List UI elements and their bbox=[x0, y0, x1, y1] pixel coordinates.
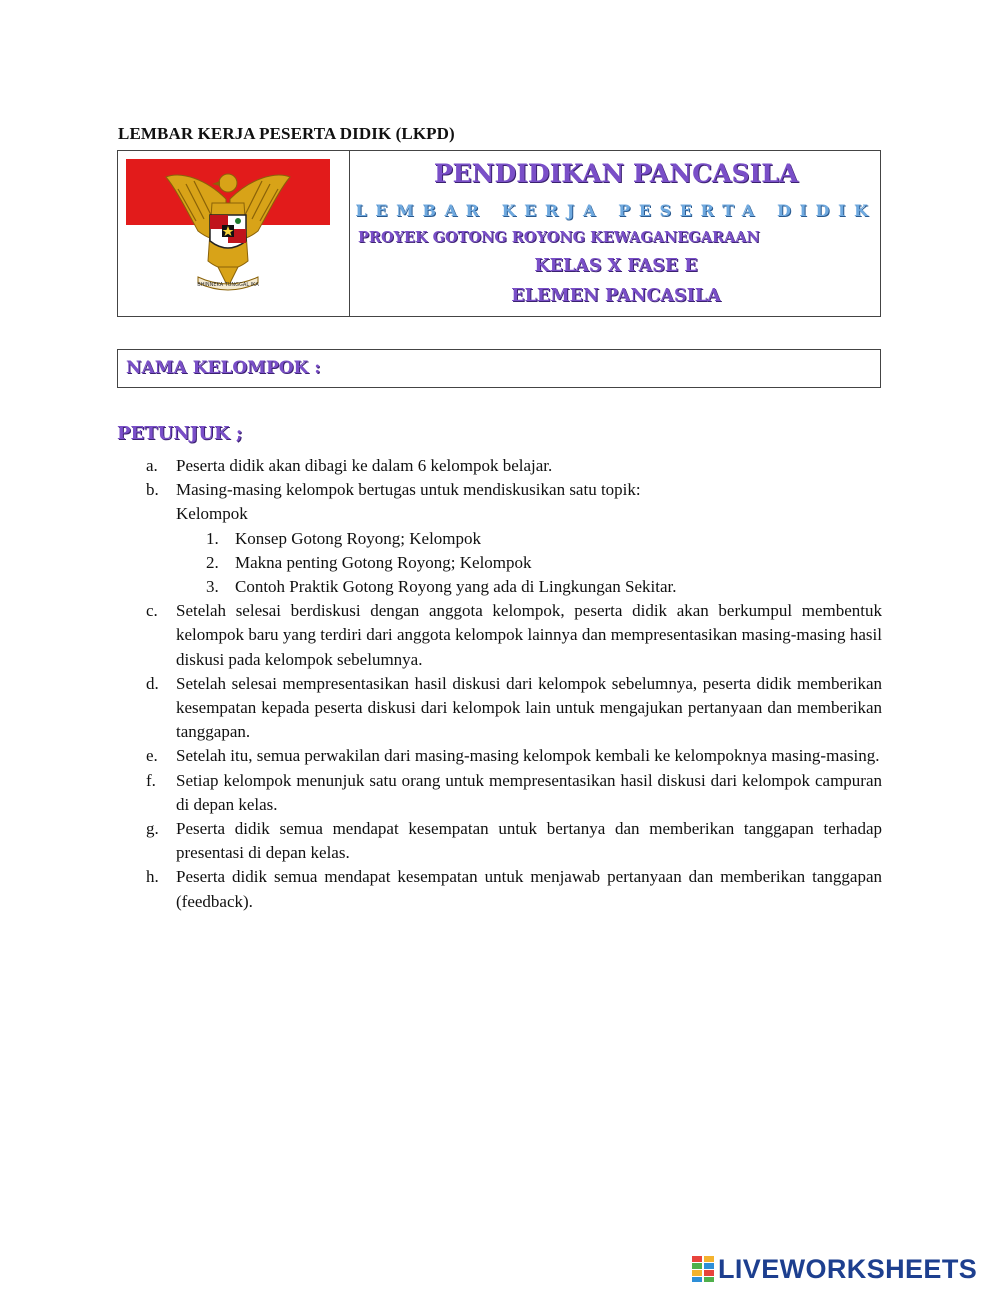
class-label: KELAS X FASE E bbox=[534, 256, 698, 276]
list-item: g. Peserta didik semua mendapat kesempatan untuk bertanya dan memberikan tanggapan terhadap presentasi di depan kelas. bbox=[146, 819, 882, 863]
liveworksheets-logo-icon bbox=[692, 1256, 714, 1282]
group-name-field[interactable] bbox=[117, 349, 881, 388]
topic-item: 2. Makna penting Gotong Royong; Kelompok bbox=[206, 552, 532, 572]
list-item: e. Setelah itu, semua perwakilan dari masing-masing kelompok kembali ke kelompoknya masing-masing. bbox=[146, 746, 880, 766]
list-item: a. Peserta didik akan dibagi ke dalam 6 kelompok belajar. bbox=[146, 456, 553, 475]
topic-list bbox=[176, 527, 882, 600]
list-subline: Kelompok bbox=[176, 504, 248, 524]
list-item: d. Setelah selesai mempresentasikan hasil diskusi dari kelompok sebelumnya, peserta didik memberikan kesempatan kepada peserta diskusi dari kelompok lain untuk mengajukan pertanyaan dan memberikan tanggapan. bbox=[146, 673, 882, 742]
element-label: ELEMEN PANCASILA bbox=[511, 286, 721, 306]
header-box bbox=[117, 150, 881, 317]
list-item: h. Peserta didik semua mendapat kesempatan untuk menjawab pertanyaan dan memberikan tanggapan (feedback). bbox=[146, 867, 882, 911]
liveworksheets-brand[interactable] bbox=[692, 1254, 977, 1284]
brand-name: LIVEWORKSHEETS bbox=[718, 1253, 978, 1284]
emblem-motto: BHINNEKA TUNGGAL IKA bbox=[197, 282, 259, 288]
subject-title: PENDIDIKAN PANCASILA bbox=[433, 159, 799, 188]
worksheet-label: LEMBAR KERJA PESERTA DIDIK bbox=[355, 201, 877, 220]
project-title: PROYEK GOTONG ROYONG KEWAGANEGARAAN bbox=[358, 229, 760, 246]
topic-item: 3. Contoh Praktik Gotong Royong yang ada di Lingkungan Sekitar. bbox=[206, 577, 677, 597]
group-name-label: NAMA KELOMPOK : bbox=[126, 358, 321, 378]
instructions-heading: PETUNJUK ; bbox=[117, 423, 243, 444]
list-item: f. Setiap kelompok menunjuk satu orang untuk mempresentasikan hasil diskusi dari kelompok campuran di depan kelas. bbox=[146, 770, 882, 814]
garuda-emblem-icon bbox=[126, 159, 330, 301]
document-title: LEMBAR KERJA PESERTA DIDIK (LKPD) bbox=[118, 124, 455, 143]
list-item: b. Masing-masing kelompok bertugas untuk mendiskusikan satu topik: Kelompok 1. Konsep Gotong Royong; Kelompok 2. Makna penting Gotong Royong; Kelompok 3. Contoh Praktik Gotong Royong yang ada di Lingkungan Sekitar. bbox=[146, 478, 882, 599]
list-item: c. Setelah selesai berdiskusi dengan anggota kelompok, peserta didik akan berkumpul membentuk kelompok baru yang terdiri dari anggota kelompok lainnya dan mempresentasikan masing-masing hasil diskusi pada kelompok sebelumnya. bbox=[146, 601, 882, 669]
topic-item: 1. Konsep Gotong Royong; Kelompok bbox=[206, 528, 482, 548]
instructions-list bbox=[146, 454, 882, 914]
